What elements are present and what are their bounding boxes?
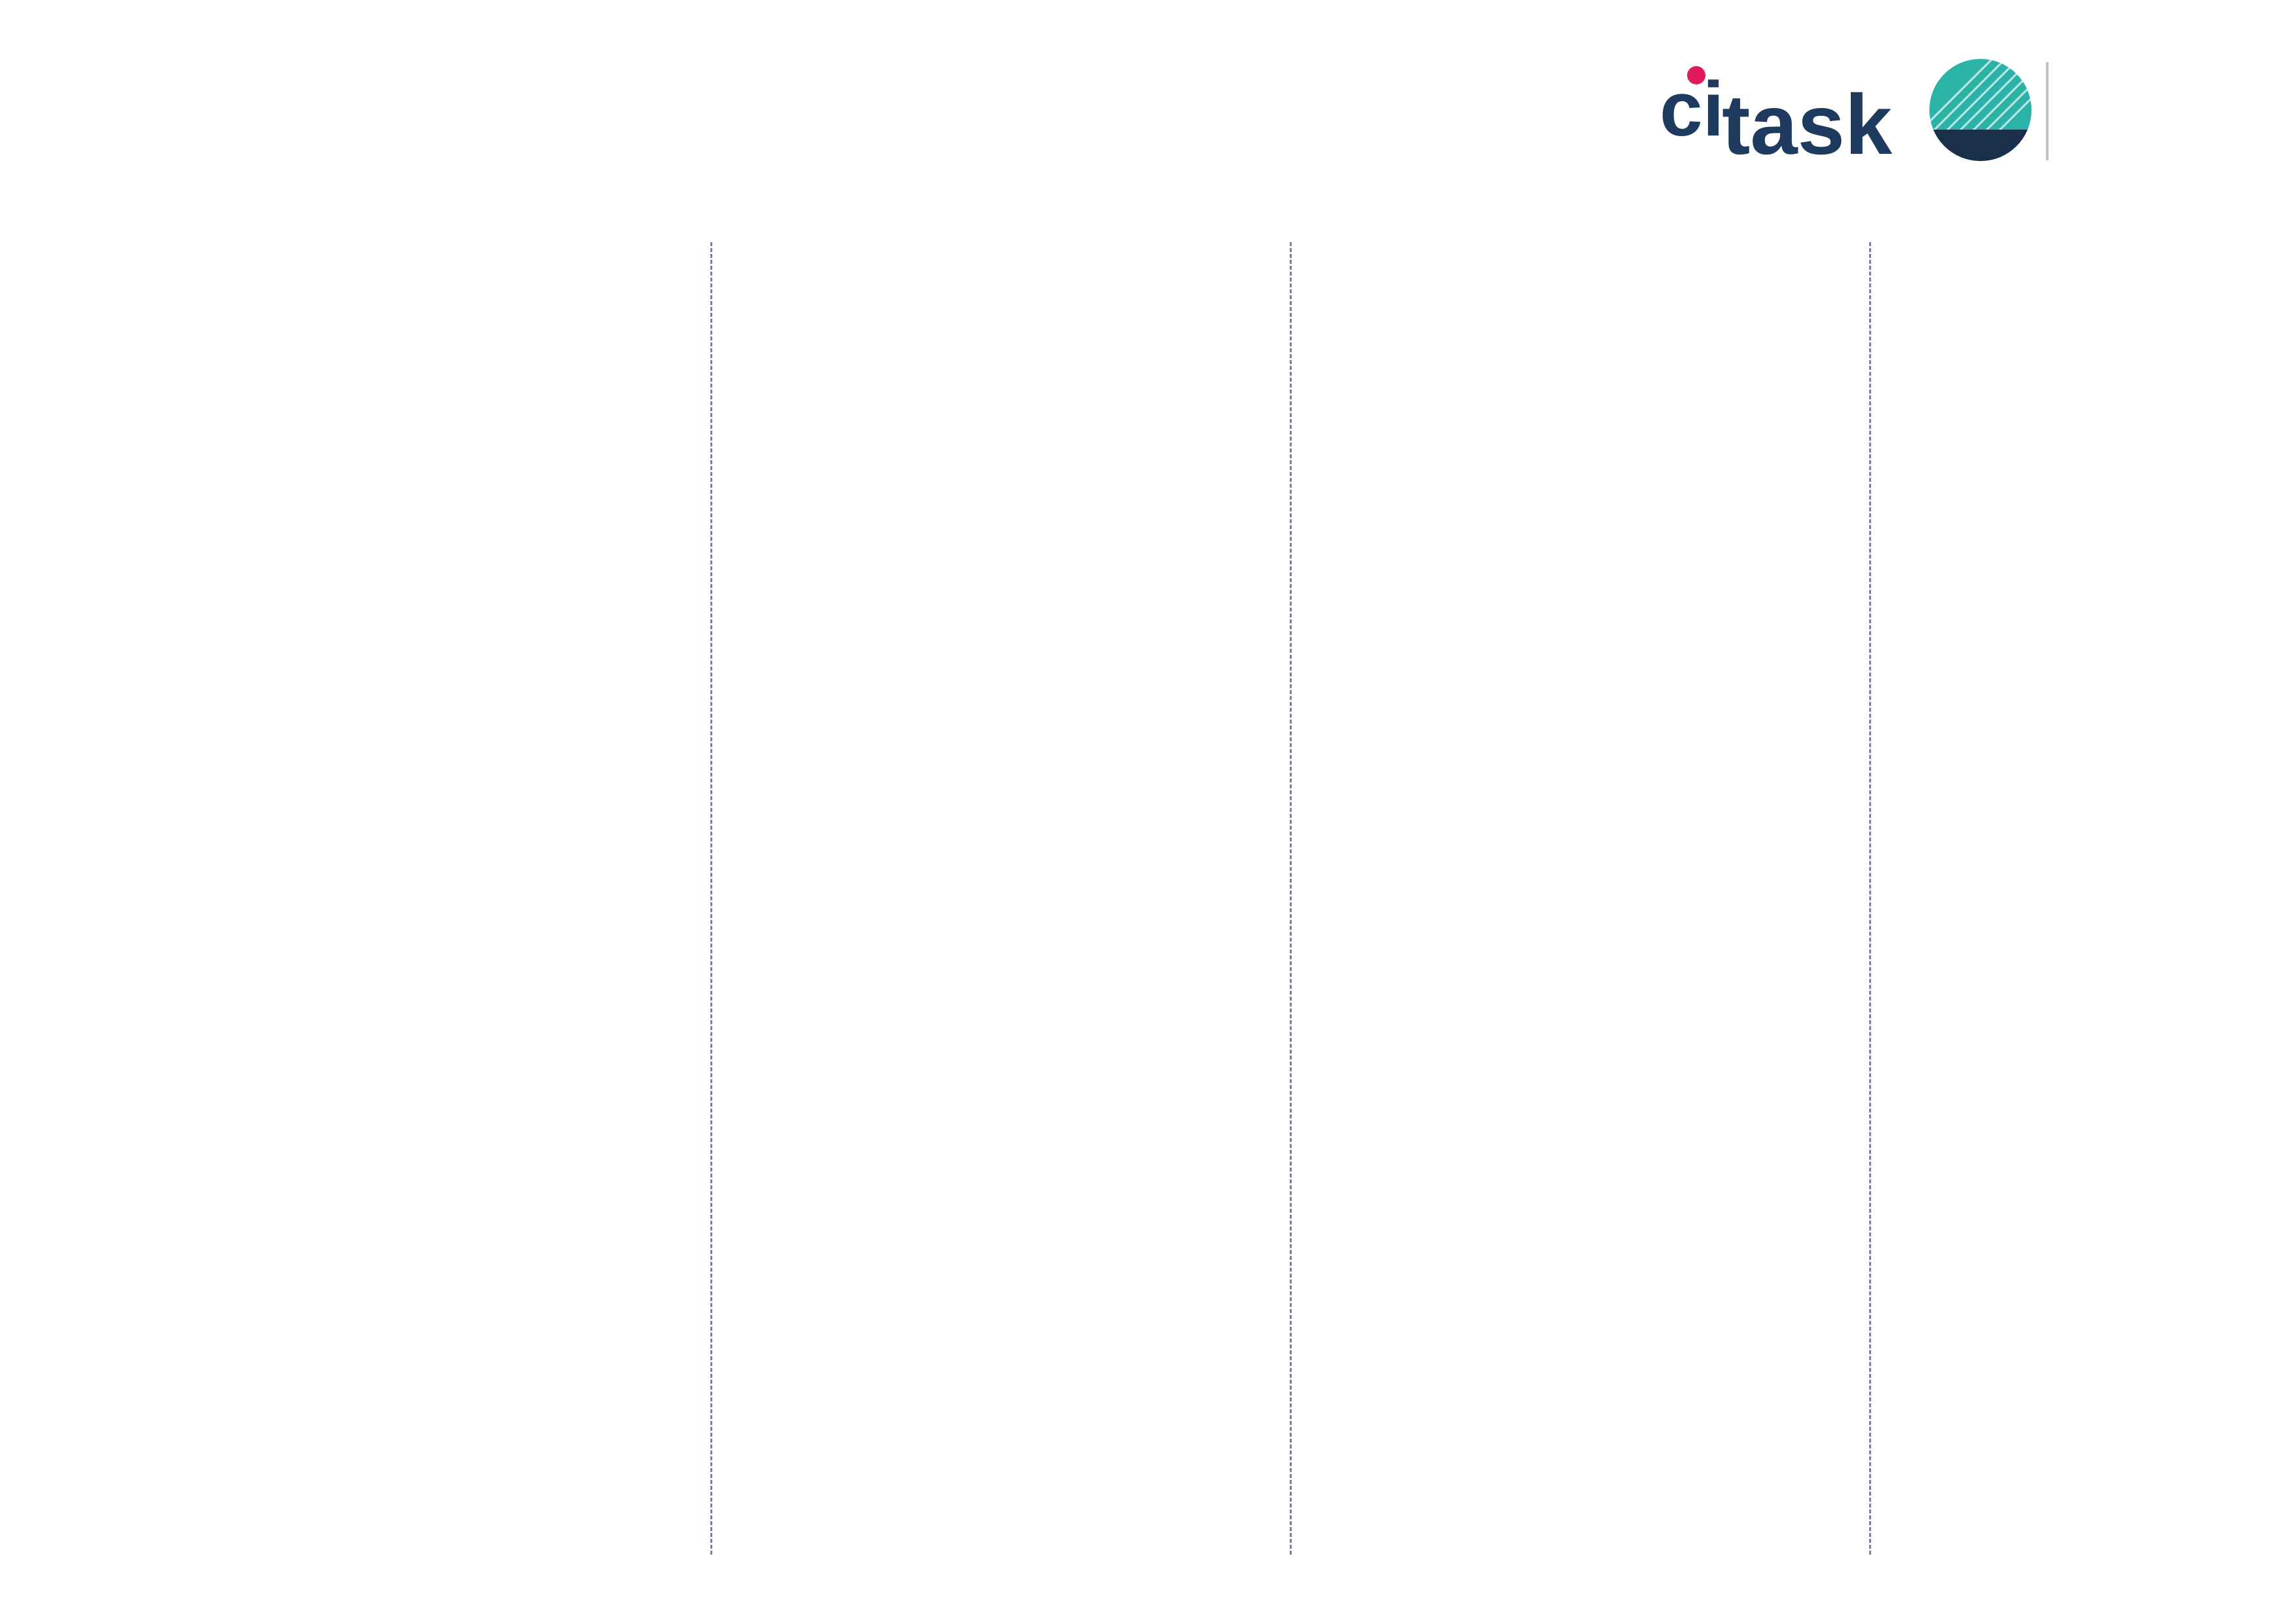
- svg-text:task: task: [1722, 77, 1893, 167]
- svg-text:ci: ci: [1660, 66, 1724, 153]
